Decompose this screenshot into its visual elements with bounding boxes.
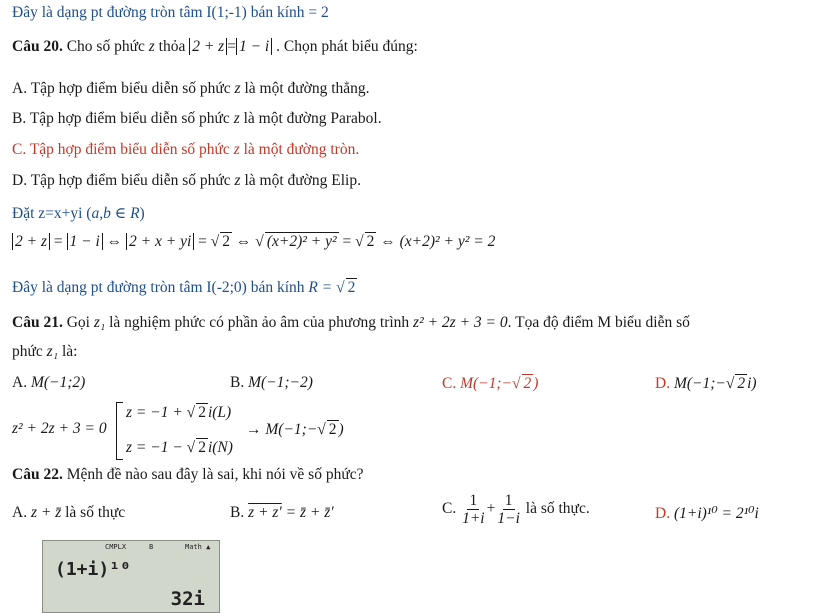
option-letter: C.: [12, 141, 27, 158]
sol-abs-1: 2 + z: [12, 233, 50, 250]
q20-conclusion: Đây là dạng pt đường tròn tâm I(-2;0) bán kính R = √ 2: [12, 279, 356, 296]
q21-line2-post: là:: [61, 343, 78, 360]
q20-stem-thoa: thỏa: [158, 38, 186, 55]
calc-math-label: Math ▲: [185, 543, 211, 551]
option-var: z: [233, 141, 240, 158]
option-text-end: là một đường Parabol.: [243, 110, 382, 127]
option-letter: C.: [442, 500, 457, 518]
option-value-pre: M(−1;−: [673, 375, 726, 392]
option-value-post: ): [533, 375, 539, 392]
q21-option-d[interactable]: D. M(−1;−√ 2 i): [655, 375, 757, 392]
option-text: Tập hợp điểm biểu diễn số phức: [29, 110, 230, 127]
q22-label: Câu 22.: [12, 466, 63, 483]
option-value-post: i): [747, 375, 757, 392]
q21-sol-arrow: → M(−1;−: [246, 421, 318, 438]
q20-set-line: [12, 204, 145, 223]
q20-cond-eq: =: [227, 38, 236, 55]
q21-label: Câu 21.: [12, 314, 63, 331]
q21-line2-pre: phức: [12, 343, 43, 360]
q21-stem-text-3: . Tọa độ điểm M biểu diễn số: [507, 314, 690, 331]
q21-stem-text-2: là nghiệm phức có phần ảo âm của phương trình: [109, 314, 410, 331]
q21-sol-arrow-rad: 2: [328, 421, 337, 438]
option-text: là số thực.: [525, 500, 590, 518]
option-frac-1: [462, 492, 485, 527]
option-letter: A.: [12, 504, 28, 521]
q21-option-c[interactable]: C. M(−1;−√ 2 ): [442, 375, 539, 392]
q21-option-a[interactable]: [12, 374, 85, 392]
option-var: z: [234, 80, 241, 97]
option-text: Tập hợp điểm biểu diễn số phức: [30, 172, 231, 189]
option-letter: D.: [12, 172, 28, 189]
q22-option-c[interactable]: [442, 492, 590, 527]
sol-rad-1: 2: [222, 233, 231, 250]
q21-sol-bot-rad: 2: [198, 439, 206, 456]
q21-stem: [12, 314, 690, 332]
q20-set-math: a,b ∈ R: [91, 205, 140, 222]
sol-final: ⇔ (x+2)² + y² = 2: [380, 233, 496, 250]
q21-sol-top-rad: 2: [198, 404, 206, 421]
q20-set-text: Đặt z=x+yi (: [12, 205, 92, 222]
q20-var-z: z: [148, 38, 155, 55]
q20-option-a[interactable]: [12, 80, 370, 98]
q22-stem-text: Mệnh đề nào sau đây là sai, khi nói về số phức?: [66, 466, 364, 483]
option-letter: A.: [12, 374, 28, 391]
sol-eq-1: =: [53, 233, 63, 250]
sol-eq-2: =: [198, 233, 207, 250]
sol-eq-3: =: [342, 233, 352, 250]
q22-option-b[interactable]: [230, 504, 334, 522]
option-text-end: là một đường Elip.: [244, 172, 361, 189]
option-text: Tập hợp điểm biểu diễn số phức: [30, 80, 231, 97]
option-frac-2: [497, 492, 520, 527]
calc-indicator: B: [149, 543, 154, 551]
q20-stem-before: Cho số phức: [66, 38, 145, 55]
q22-stem: [12, 466, 364, 484]
calc-mode: CMPLX: [105, 543, 127, 551]
q21-solution-result: → M(−1;−√ 2 ): [246, 421, 344, 438]
q21-option-b[interactable]: [230, 374, 313, 392]
option-letter: A.: [12, 80, 28, 97]
option-math-lhs: z + z′: [248, 504, 282, 521]
q21-sol-left-eq: z² + 2z + 3 = 0: [12, 420, 107, 437]
q20-option-b[interactable]: [12, 110, 382, 128]
option-value-rad: 2: [737, 375, 746, 392]
q21-equation: z² + 2z + 3 = 0: [413, 314, 508, 331]
q20-conclusion-rad: 2: [347, 279, 356, 296]
q20-set-close: ): [139, 205, 145, 222]
option-value-pre: M(−1;−: [460, 375, 512, 392]
q21-solution-left: [12, 420, 107, 438]
option-var: z: [234, 172, 241, 189]
q21-solution-bottom: z = −1 − √ 2 i(N): [126, 439, 233, 456]
option-text: là số thực: [65, 504, 126, 521]
frac-den: 1+i: [462, 510, 485, 528]
q21-sol-bot: z = −1 −: [126, 439, 187, 456]
option-letter: B.: [230, 374, 245, 391]
option-letter: D.: [655, 375, 671, 392]
q21-sol-top: z = −1 +: [126, 404, 187, 421]
sol-abs-3: 2 + x + yi: [126, 233, 194, 250]
option-text-end: là một đường tròn.: [243, 141, 360, 158]
option-math-rhs: = z̄ + z̄′: [285, 504, 334, 521]
frac-den: 1−i: [497, 510, 520, 528]
calc-result: 32i: [170, 588, 205, 610]
calculator-screen: [42, 540, 220, 613]
option-value: M(−1;2): [30, 374, 86, 391]
option-math: z + z̄: [30, 504, 62, 521]
option-value: M(−1;−2): [248, 374, 313, 391]
sol-rad-2: (x+2)² + y²: [266, 233, 337, 250]
intro-text: Đây là dạng pt đường tròn tâm I(1;-1) bán kính = 2: [12, 4, 329, 21]
q21-sol-top-post: i(L): [207, 404, 232, 421]
q20-label: Câu 20.: [12, 38, 63, 55]
q20-stem: [12, 38, 418, 56]
q21-sol-arrow-post: ): [338, 421, 344, 438]
option-letter: D.: [655, 505, 671, 522]
sol-abs-2: 1 − i: [67, 233, 103, 250]
q21-line2-var: z₁: [46, 343, 59, 360]
sol-iff-1: ⇔: [106, 233, 123, 250]
q20-solution-line: 2 + z = 1 − i ⇔ 2 + x + yi = √ 2 ⇔ √ (x+2)² + y² = √ 2 ⇔ (x+2)² + y² = 2: [12, 232, 495, 251]
q21-stem-line2: [12, 343, 77, 361]
q20-conclusion-text: Đây là dạng pt đường tròn tâm I(-2;0) bán kính: [12, 279, 305, 296]
q21-solution-brace: [116, 402, 123, 460]
q22-option-a[interactable]: [12, 504, 125, 522]
q20-cond-left: 2 + z: [189, 38, 227, 55]
option-plus: +: [486, 500, 496, 518]
sol-rad-3: 2: [366, 233, 375, 250]
q21-solution-top: z = −1 + √ 2 i(L): [126, 404, 232, 421]
option-letter: B.: [12, 110, 27, 127]
option-math: (1+i)¹⁰ = 2¹⁰i: [673, 505, 759, 522]
q21-sol-bot-post: i(N): [207, 439, 233, 456]
q21-z1: z₁: [93, 314, 106, 331]
option-text-end: là một đường thẳng.: [244, 80, 370, 97]
q20-option-c[interactable]: [12, 141, 359, 159]
q20-cond-right: 1 − i: [236, 38, 272, 55]
sol-iff-2: ⇔: [235, 233, 252, 250]
frac-num: 1: [504, 492, 513, 509]
option-letter: C.: [442, 375, 457, 392]
frac-num: 1: [469, 492, 478, 509]
q20-stem-after: . Chọn phát biểu đúng:: [276, 38, 418, 55]
q20-conclusion-math: R =: [308, 279, 333, 296]
intro-line: [12, 4, 329, 22]
q21-stem-text: Gọi: [66, 314, 90, 331]
option-letter: B.: [230, 504, 245, 521]
calc-expression: (1+i)¹⁰: [55, 559, 131, 580]
q22-option-d[interactable]: [655, 504, 759, 523]
q20-option-d[interactable]: [12, 172, 361, 190]
option-text: Tập hợp điểm biểu diễn số phức: [29, 141, 230, 158]
option-var: z: [233, 110, 240, 127]
option-value-rad: 2: [523, 375, 532, 392]
